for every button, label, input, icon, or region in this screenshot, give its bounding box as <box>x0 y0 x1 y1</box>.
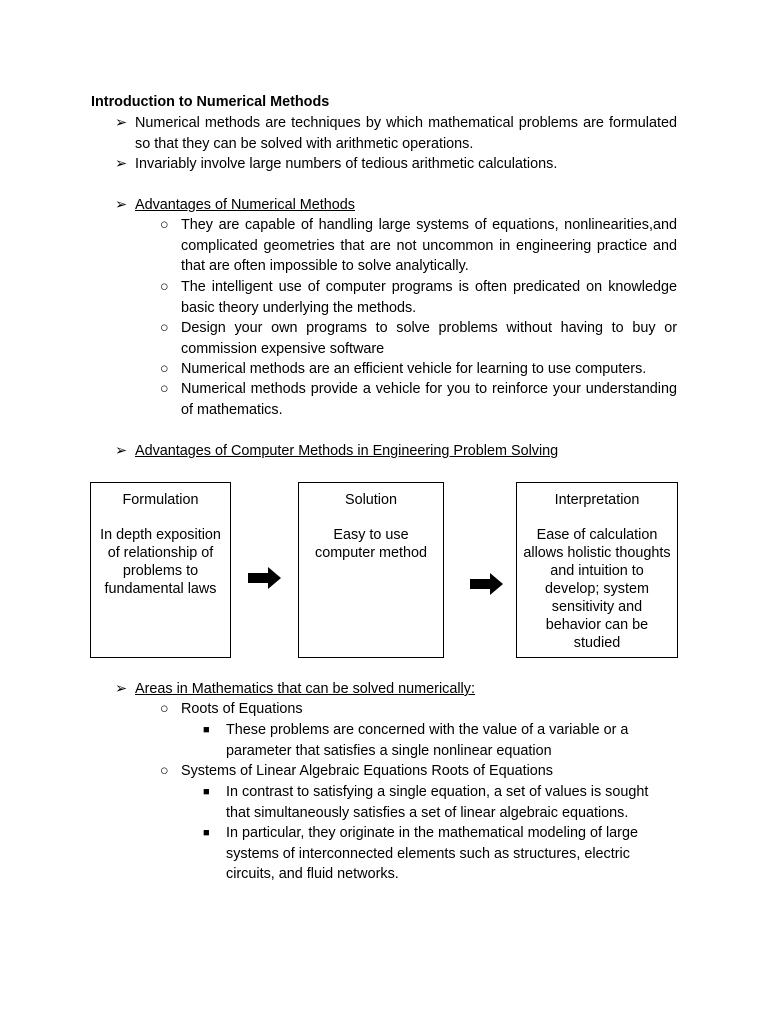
circle-bullet-icon: ○ <box>160 217 169 233</box>
area-detail: ■ In particular, they originate in the mathematical modeling of large systems of interconnected elements such as structures, electric circuits, and fluid networks. <box>203 825 638 883</box>
arrow-bullet-icon: ➢ <box>115 115 128 131</box>
square-bullet-icon: ■ <box>203 827 210 839</box>
square-bullet-icon: ■ <box>203 724 210 736</box>
arrow-bullet-icon: ➢ <box>115 156 128 172</box>
advantage-item: ○ They are capable of handling large systems of equations, nonlinearities,and complicated geometries that are not uncommon in engineering practice and that are often impossible to solve analytically. <box>160 217 677 275</box>
advantage-item: ○ The intelligent use of computer programs is often predicated on knowledge basic theory underlying the methods. <box>160 279 677 316</box>
circle-bullet-icon: ○ <box>160 279 169 295</box>
box-body: In depth exposition of relationship of problems to fundamental laws <box>100 527 221 597</box>
circle-bullet-icon: ○ <box>160 381 169 397</box>
arrow-bullet-icon: ➢ <box>115 681 128 697</box>
advantage-item: ○ Design your own programs to solve problems without having to buy or commission expensive software <box>160 320 677 357</box>
box-heading: Solution <box>344 492 397 508</box>
square-bullet-icon: ■ <box>203 786 210 798</box>
box-heading: Formulation <box>122 492 199 508</box>
area-roots: ○ Roots of Equations <box>160 699 677 720</box>
box-body: Ease of calculation allows holistic thoughts and intuition to develop; system sensitivity and behavior can be studied <box>523 527 671 651</box>
right-arrow-icon <box>248 567 282 589</box>
advantage-item: ○ Numerical methods provide a vehicle for you to reinforce your understanding of mathematics. <box>160 381 677 418</box>
circle-bullet-icon: ○ <box>160 701 169 717</box>
solution-box <box>298 482 444 658</box>
area-detail: ■ These problems are concerned with the value of a variable or a parameter that satisfies a single nonlinear equation <box>203 722 629 759</box>
circle-bullet-icon: ○ <box>160 763 169 779</box>
area-detail: ■ In contrast to satisfying a single equation, a set of values is sought that simultaneously satisfies a set of linear algebraic equations. <box>203 784 649 821</box>
interpretation-box <box>516 482 678 658</box>
circle-bullet-icon: ○ <box>160 361 169 377</box>
intro-bullet: ➢ Invariably involve large numbers of tedious arithmetic calculations. <box>115 154 677 175</box>
advantage-item: ○ Numerical methods are an efficient vehicle for learning to use computers. <box>160 359 677 380</box>
page-title: Introduction to Numerical Methods <box>91 94 330 110</box>
arrow-bullet-icon: ➢ <box>115 197 128 213</box>
box-body: Easy to use computer method <box>315 527 427 561</box>
advantages-heading: ➢ Advantages of Numerical Methods <box>115 195 677 216</box>
areas-heading: ➢ Areas in Mathematics that can be solved numerically: <box>115 679 677 700</box>
computer-methods-heading: ➢ Advantages of Computer Methods in Engineering Problem Solving <box>115 441 677 462</box>
circle-bullet-icon: ○ <box>160 320 169 336</box>
arrow-bullet-icon: ➢ <box>115 443 128 459</box>
area-linear: ○ Systems of Linear Algebraic Equations Roots of Equations <box>160 761 677 782</box>
box-heading: Interpretation <box>554 492 640 508</box>
right-arrow-icon <box>470 573 504 595</box>
formulation-box <box>90 482 231 658</box>
intro-bullet: ➢ Numerical methods are techniques by which mathematical problems are formulated so that they can be solved with arithmetic operations. <box>115 115 677 152</box>
